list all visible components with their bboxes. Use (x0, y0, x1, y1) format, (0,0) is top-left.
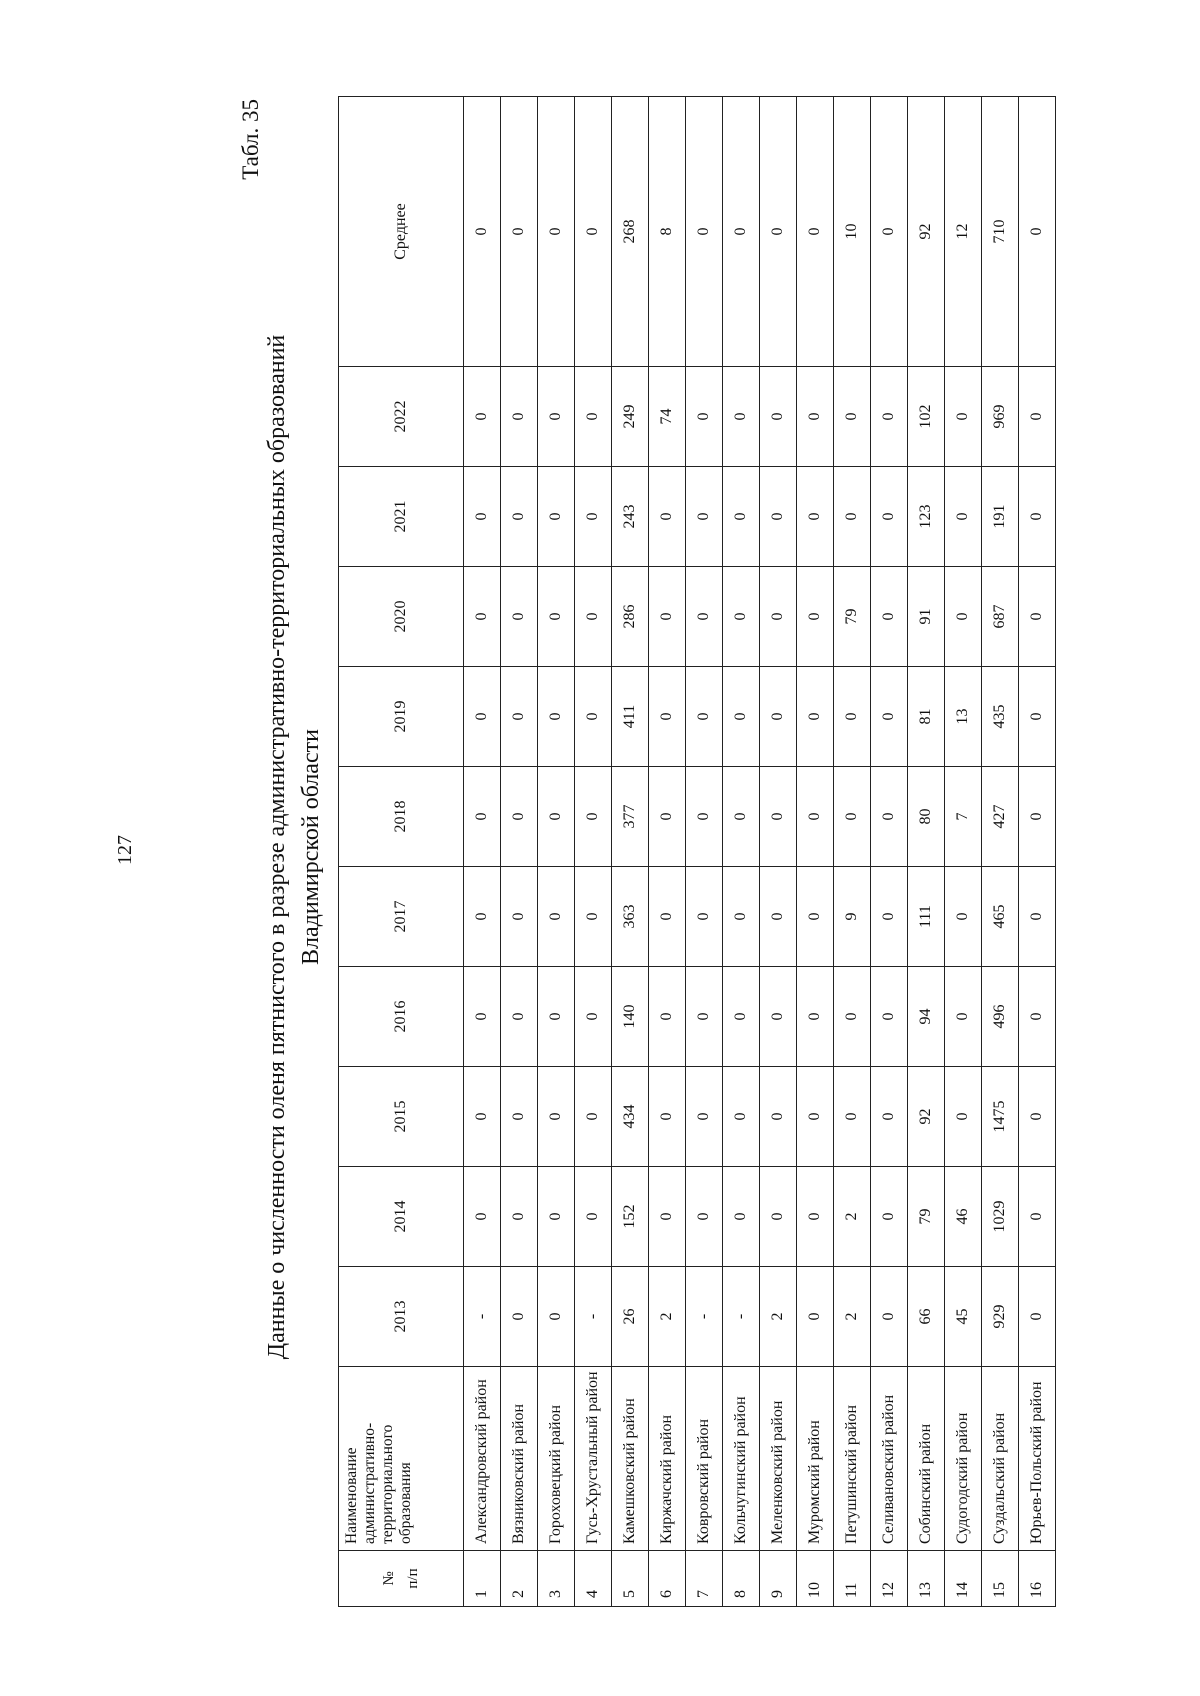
count-cell: 152 (612, 1167, 649, 1267)
count-cell: 465 (982, 867, 1019, 967)
count-cell: - (723, 1267, 760, 1367)
average-cell: 10 (834, 97, 871, 367)
count-cell: 0 (723, 567, 760, 667)
table-header-row (339, 97, 464, 1607)
count-cell: 0 (760, 1067, 797, 1167)
count-cell: 81 (908, 667, 945, 767)
table-title: Данные о численности оленя пятнистого в разрезе административно-территориальных образований (264, 334, 290, 1360)
count-cell: 0 (686, 667, 723, 767)
count-cell: 377 (612, 767, 649, 867)
count-cell: 0 (686, 467, 723, 567)
count-cell: 0 (723, 467, 760, 567)
average-cell: 710 (982, 97, 1019, 367)
row-number-cell: 1 (464, 1551, 501, 1607)
count-cell: 0 (686, 567, 723, 667)
header-number-abbrev: п/п (405, 1568, 421, 1589)
count-cell: 496 (982, 967, 1019, 1067)
district-name-cell: Муромский район (797, 1367, 834, 1551)
count-cell: 94 (908, 967, 945, 1067)
count-cell: 0 (1019, 367, 1056, 467)
count-cell: 2 (834, 1267, 871, 1367)
table-row (871, 97, 908, 1607)
count-cell: 0 (834, 467, 871, 567)
count-cell: 0 (501, 1167, 538, 1267)
count-cell: 0 (501, 1067, 538, 1167)
header-year: 2020 (339, 567, 464, 667)
district-name-cell: Ковровский район (686, 1367, 723, 1551)
count-cell: 435 (982, 667, 1019, 767)
count-cell: 0 (575, 467, 612, 567)
header-year: 2019 (339, 667, 464, 767)
count-cell: 687 (982, 567, 1019, 667)
count-cell: 0 (686, 1167, 723, 1267)
count-cell: 0 (501, 667, 538, 767)
table-row (612, 97, 649, 1607)
district-name-cell: Александровский район (464, 1367, 501, 1551)
count-cell: 0 (760, 767, 797, 867)
count-cell: 0 (797, 367, 834, 467)
count-cell: 0 (723, 1167, 760, 1267)
count-cell: 0 (945, 967, 982, 1067)
count-cell: 969 (982, 367, 1019, 467)
row-number-cell: 8 (723, 1551, 760, 1607)
count-cell: 0 (945, 467, 982, 567)
count-cell: 46 (945, 1167, 982, 1267)
count-cell: 13 (945, 667, 982, 767)
header-year: 2015 (339, 1067, 464, 1167)
count-cell: 0 (575, 967, 612, 1067)
count-cell: 0 (871, 967, 908, 1067)
table-row (982, 97, 1019, 1607)
count-cell: 0 (871, 667, 908, 767)
count-cell: 74 (649, 367, 686, 467)
header-year: 2018 (339, 767, 464, 867)
count-cell: 1029 (982, 1167, 1019, 1267)
count-cell: 0 (760, 667, 797, 767)
count-cell: 0 (464, 567, 501, 667)
count-cell: 79 (908, 1167, 945, 1267)
table-row (723, 97, 760, 1607)
count-cell: 0 (723, 967, 760, 1067)
count-cell: 0 (760, 467, 797, 567)
count-cell: 140 (612, 967, 649, 1067)
table-row (501, 97, 538, 1607)
count-cell: 0 (501, 1267, 538, 1367)
count-cell: - (464, 1267, 501, 1367)
count-cell: 0 (649, 1067, 686, 1167)
table-row (575, 97, 612, 1607)
district-name-cell: Вязниковский район (501, 1367, 538, 1551)
count-cell: 0 (945, 1067, 982, 1167)
district-name-cell: Меленковский район (760, 1367, 797, 1551)
header-year: 2014 (339, 1167, 464, 1267)
row-number-cell: 3 (538, 1551, 575, 1607)
district-name-cell: Суздальский район (982, 1367, 1019, 1551)
table-row (834, 97, 871, 1607)
count-cell: 0 (538, 567, 575, 667)
count-cell: 0 (797, 467, 834, 567)
count-cell: 0 (871, 1067, 908, 1167)
count-cell: 0 (871, 367, 908, 467)
count-cell: 1475 (982, 1067, 1019, 1167)
table-row (649, 97, 686, 1607)
row-number-cell: 13 (908, 1551, 945, 1607)
count-cell: 0 (797, 967, 834, 1067)
count-cell: 0 (649, 567, 686, 667)
table-row (538, 97, 575, 1607)
row-number-cell: 14 (945, 1551, 982, 1607)
count-cell: - (575, 1267, 612, 1367)
count-cell: 0 (538, 1167, 575, 1267)
count-cell: 0 (649, 867, 686, 967)
average-cell: 0 (723, 97, 760, 367)
header-name: Наименование административно-территориального образования (339, 1367, 464, 1551)
count-cell: 0 (1019, 667, 1056, 767)
district-name-cell: Собинский район (908, 1367, 945, 1551)
count-cell: 0 (649, 767, 686, 867)
count-cell: 79 (834, 567, 871, 667)
count-cell: 91 (908, 567, 945, 667)
count-cell: 0 (649, 967, 686, 1067)
table-row (464, 97, 501, 1607)
count-cell: 0 (760, 967, 797, 1067)
count-cell: 0 (575, 667, 612, 767)
count-cell: 102 (908, 367, 945, 467)
count-cell: 0 (1019, 1267, 1056, 1367)
count-cell: 0 (760, 867, 797, 967)
count-cell: 0 (464, 967, 501, 1067)
count-cell: 0 (723, 367, 760, 467)
count-cell: 2 (760, 1267, 797, 1367)
average-cell: 0 (464, 97, 501, 367)
row-number-cell: 5 (612, 1551, 649, 1607)
count-cell: 0 (834, 967, 871, 1067)
count-cell: 0 (834, 767, 871, 867)
header-year: 2016 (339, 967, 464, 1067)
count-cell: 0 (871, 1267, 908, 1367)
row-number-cell: 4 (575, 1551, 612, 1607)
district-name-cell: Кольчугинский район (723, 1367, 760, 1551)
header-year: 2017 (339, 867, 464, 967)
count-cell: 0 (686, 767, 723, 867)
count-cell: 80 (908, 767, 945, 867)
average-cell: 8 (649, 97, 686, 367)
rotated-page-content (238, 87, 1045, 1607)
average-cell: 0 (1019, 97, 1056, 367)
count-cell: 0 (1019, 467, 1056, 567)
count-cell: 0 (575, 567, 612, 667)
count-cell: 0 (501, 767, 538, 867)
row-number-cell: 6 (649, 1551, 686, 1607)
count-cell: 66 (908, 1267, 945, 1367)
average-cell: 0 (686, 97, 723, 367)
count-cell: 0 (797, 1167, 834, 1267)
count-cell: 0 (871, 1167, 908, 1267)
count-cell: 0 (575, 1167, 612, 1267)
count-cell: 191 (982, 467, 1019, 567)
count-cell: 0 (871, 767, 908, 867)
table-body (464, 97, 1056, 1607)
count-cell: 123 (908, 467, 945, 567)
count-cell: 0 (797, 1267, 834, 1367)
table-row (908, 97, 945, 1607)
count-cell: 0 (686, 867, 723, 967)
count-cell: 0 (760, 1167, 797, 1267)
table-row (760, 97, 797, 1607)
row-number-cell: 7 (686, 1551, 723, 1607)
header-number (339, 1551, 464, 1607)
header-year: 2021 (339, 467, 464, 567)
count-cell: 2 (649, 1267, 686, 1367)
count-cell: 0 (871, 867, 908, 967)
count-cell: 0 (464, 1067, 501, 1167)
table-row (686, 97, 723, 1607)
count-cell: 0 (575, 867, 612, 967)
count-cell: 0 (464, 467, 501, 567)
count-cell: 92 (908, 1067, 945, 1167)
count-cell: 929 (982, 1267, 1019, 1367)
count-cell: 0 (538, 367, 575, 467)
count-cell: 0 (723, 867, 760, 967)
count-cell: 0 (871, 467, 908, 567)
table-subtitle: Владимирской области (298, 729, 324, 965)
count-cell: 0 (1019, 767, 1056, 867)
count-cell: 0 (501, 467, 538, 567)
count-cell: 0 (686, 1067, 723, 1167)
row-number-cell: 2 (501, 1551, 538, 1607)
average-cell: 0 (538, 97, 575, 367)
count-cell: 0 (1019, 1167, 1056, 1267)
count-cell: 0 (538, 767, 575, 867)
count-cell: 0 (538, 1267, 575, 1367)
count-cell: 0 (1019, 1067, 1056, 1167)
district-name-cell: Киржачский район (649, 1367, 686, 1551)
count-cell: 411 (612, 667, 649, 767)
count-cell: 111 (908, 867, 945, 967)
data-table (338, 96, 1056, 1607)
count-cell: 243 (612, 467, 649, 567)
district-name-cell: Камешковский район (612, 1367, 649, 1551)
count-cell: 0 (797, 667, 834, 767)
row-number-cell: 11 (834, 1551, 871, 1607)
district-name-cell: Гороховецкий район (538, 1367, 575, 1551)
count-cell: 0 (575, 1067, 612, 1167)
average-cell: 92 (908, 97, 945, 367)
count-cell: 0 (501, 867, 538, 967)
count-cell: 0 (760, 367, 797, 467)
count-cell: 0 (834, 1067, 871, 1167)
average-cell: 0 (797, 97, 834, 367)
table-row (1019, 97, 1056, 1607)
count-cell: 0 (501, 367, 538, 467)
count-cell: 0 (649, 667, 686, 767)
header-year: 2013 (339, 1267, 464, 1367)
count-cell: 249 (612, 367, 649, 467)
count-cell: 0 (649, 1167, 686, 1267)
count-cell: 0 (686, 967, 723, 1067)
count-cell: 0 (945, 867, 982, 967)
count-cell: 0 (575, 367, 612, 467)
count-cell: 0 (797, 767, 834, 867)
count-cell: 7 (945, 767, 982, 867)
count-cell: 363 (612, 867, 649, 967)
count-cell: 0 (797, 1067, 834, 1167)
count-cell: 0 (464, 767, 501, 867)
count-cell: 0 (575, 767, 612, 867)
count-cell: 45 (945, 1267, 982, 1367)
count-cell: 0 (464, 367, 501, 467)
page-number: 127 (114, 835, 136, 865)
count-cell: 0 (501, 967, 538, 1067)
count-cell: 0 (797, 567, 834, 667)
count-cell: 0 (723, 667, 760, 767)
district-name-cell: Селивановский район (871, 1367, 908, 1551)
count-cell: 0 (723, 767, 760, 867)
count-cell: 0 (464, 1167, 501, 1267)
count-cell: 0 (501, 567, 538, 667)
row-number-cell: 10 (797, 1551, 834, 1607)
average-cell: 0 (871, 97, 908, 367)
average-cell: 0 (501, 97, 538, 367)
count-cell: 0 (945, 367, 982, 467)
row-number-cell: 9 (760, 1551, 797, 1607)
count-cell: 0 (538, 867, 575, 967)
row-number-cell: 15 (982, 1551, 1019, 1607)
average-cell: 0 (760, 97, 797, 367)
count-cell: 0 (834, 367, 871, 467)
count-cell: 0 (538, 1067, 575, 1167)
count-cell: 0 (760, 567, 797, 667)
district-name-cell: Петушинский район (834, 1367, 871, 1551)
count-cell: 0 (1019, 567, 1056, 667)
district-name-cell: Гусь-Хрустальный район (575, 1367, 612, 1551)
count-cell: 0 (538, 967, 575, 1067)
average-cell: 0 (575, 97, 612, 367)
count-cell: 2 (834, 1167, 871, 1267)
count-cell: 0 (723, 1067, 760, 1167)
count-cell: - (686, 1267, 723, 1367)
header-year: 2022 (339, 367, 464, 467)
count-cell: 0 (649, 467, 686, 567)
average-cell: 12 (945, 97, 982, 367)
district-name-cell: Юрьев-Польский район (1019, 1367, 1056, 1551)
count-cell: 0 (686, 367, 723, 467)
table-label: Табл. 35 (238, 99, 263, 180)
count-cell: 0 (797, 867, 834, 967)
count-cell: 9 (834, 867, 871, 967)
header-number-symbol: № (381, 1571, 397, 1586)
row-number-cell: 16 (1019, 1551, 1056, 1607)
count-cell: 0 (464, 867, 501, 967)
district-name-cell: Судогодский район (945, 1367, 982, 1551)
count-cell: 0 (834, 667, 871, 767)
count-cell: 427 (982, 767, 1019, 867)
count-cell: 0 (871, 567, 908, 667)
table-row (797, 97, 834, 1607)
count-cell: 0 (464, 667, 501, 767)
table-row (945, 97, 982, 1607)
count-cell: 0 (538, 467, 575, 567)
row-number-cell: 12 (871, 1551, 908, 1607)
count-cell: 0 (945, 567, 982, 667)
header-average: Среднее (339, 97, 464, 367)
count-cell: 0 (1019, 867, 1056, 967)
count-cell: 286 (612, 567, 649, 667)
count-cell: 0 (1019, 967, 1056, 1067)
count-cell: 26 (612, 1267, 649, 1367)
average-cell: 268 (612, 97, 649, 367)
count-cell: 434 (612, 1067, 649, 1167)
count-cell: 0 (538, 667, 575, 767)
